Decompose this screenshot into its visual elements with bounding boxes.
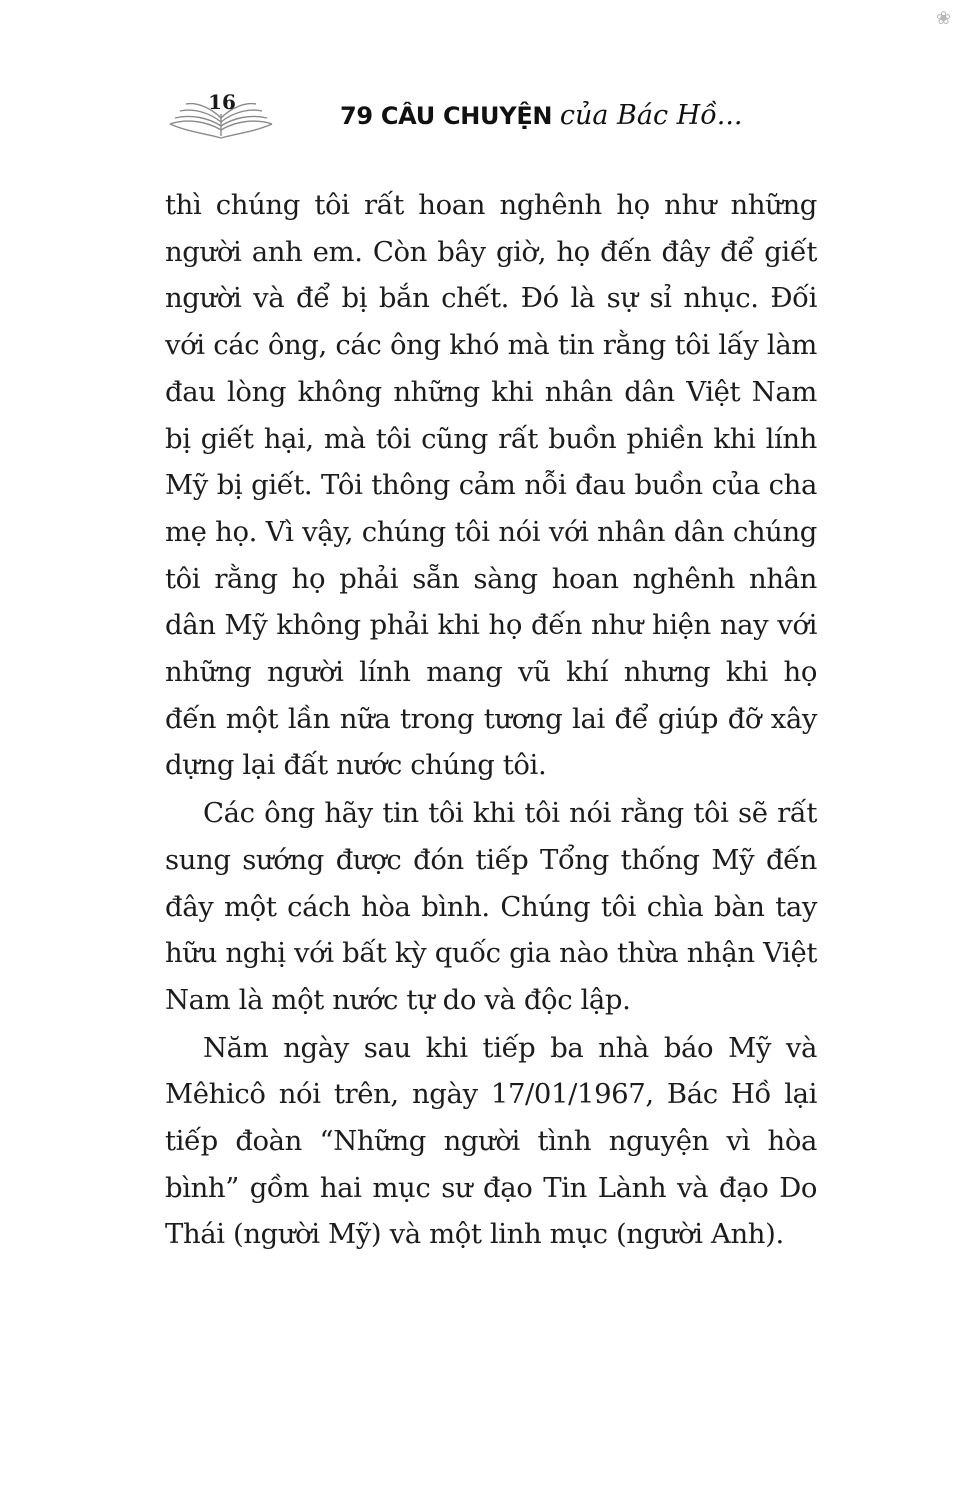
book-title-script: của Bác Hồ...: [559, 100, 743, 131]
page-number: 16: [208, 90, 236, 114]
page-body: [165, 182, 817, 1259]
book-title-main: 79 CÂU CHUYỆN: [340, 102, 553, 130]
running-title: [340, 100, 743, 131]
page-header: [160, 78, 800, 148]
corner-flower-mark: ❀: [936, 8, 952, 29]
paragraph: Năm ngày sau khi tiếp ba nhà báo Mỹ và Mêhicô nói trên, ngày 17/01/1967, Bác Hồ lại tiếp đoàn “Những người tình nguyện vì hòa bình” gồm hai mục sư đạo Tin Lành và đạo Do Thái (người Mỹ) và một linh mục (người Anh).: [165, 1031, 817, 1251]
paragraph: Các ông hãy tin tôi khi tôi nói rằng tôi sẽ rất sung sướng được đón tiếp Tổng thống Mỹ đến đây một cách hòa bình. Chúng tôi chìa bàn tay hữu nghị với bất kỳ quốc gia nào thừa nhận Việt Nam là một nước tự do và độc lập.: [165, 797, 817, 1016]
paragraph-continuation: thì chúng tôi rất hoan nghênh họ như những người anh em. Còn bây giờ, họ đến đây để giết người và để bị bắn chết. Đó là sự sỉ nhục. Đối với các ông, các ông khó mà tin rằng tôi lấy làm đau lòng không những khi nhân dân Việt Nam bị giết hại, mà tôi cũng rất buồn phiền khi lính Mỹ bị giết. Tôi thông cảm nỗi đau buồn của cha mẹ họ. Vì vậy, chúng tôi nói với nhân dân chúng tôi rằng họ phải sẵn sàng hoan nghênh nhân dân Mỹ không phải khi họ đến như hiện nay với những người lính mang vũ khí nhưng khi họ đến một lần nữa trong tương lai để giúp đỡ xây dựng lại đất nước chúng tôi.: [165, 189, 817, 782]
